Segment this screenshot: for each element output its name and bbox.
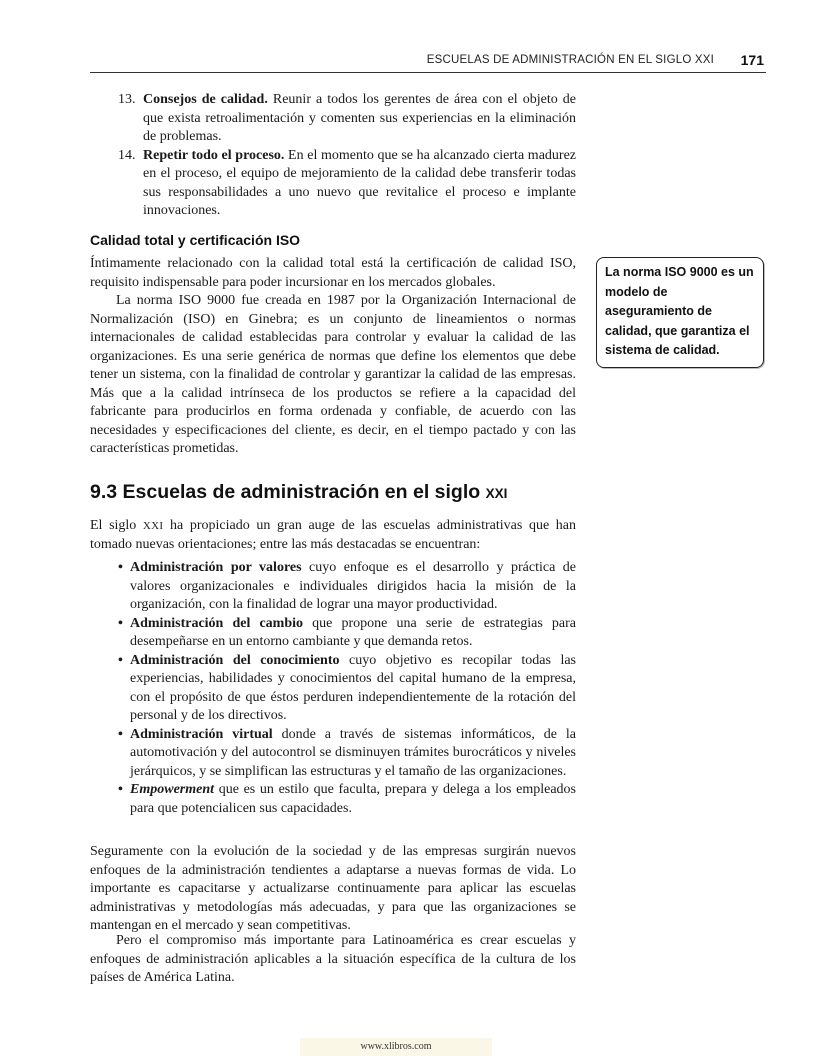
item-lead: Repetir todo el proceso. — [143, 147, 285, 163]
list-item — [118, 147, 576, 221]
margin-note: La norma ISO 9000 es un modelo de aseguramiento de calidad, que garantiza el sistema de calidad. — [596, 257, 764, 368]
item-text: En el momento que se ha alcanzado cierta madurez en el proceso, el equipo de mejoramiento de la calidad debe transferir todas sus responsabilidades a uno nuevo que revitalice el proceso e implante innovaciones. — [143, 147, 576, 218]
item-number: 13. — [118, 92, 136, 107]
subsection-title: Calidad total y certificación ISO — [90, 232, 301, 248]
numbered-list — [118, 91, 576, 221]
list-item — [118, 781, 576, 818]
item-text: cuyo enfoque es el desarrollo y práctica de valores organizacionales e individuales dirigidos hacia la misión de la organización, con la finalidad de lograr una mayor productividad. — [130, 560, 577, 612]
list-item — [118, 615, 576, 652]
item-text: Reunir a todos los gerentes de área con el objeto de que exista retroalimentación y comenten sus experiencias en la eliminación de problemas. — [143, 92, 576, 144]
bullet-icon: • — [118, 652, 123, 668]
list-item — [118, 726, 576, 782]
item-text: donde a través de sistemas informáticos, de la automotivación y del autocontrol se disminuyen trámites burocráticos y niveles jerárquicos, y se simplifican las estructuras y el tamaño de las organizaciones. — [130, 726, 576, 779]
paragraph-iso-9000: La norma ISO 9000 fue creada en 1987 por la Organización Internacional de Normalización (ISO) en Ginebra; es un conjunto de lineamientos o normas internacionales de calidad establecidas para controlar y evaluar la calidad de las organizaciones. Es una serie genérica de normas que define los elementos que debe tener un sistema, con la finalidad de controlar y garantizar la calidad de las empresas. Más que a la calidad intrínseca de los productos se refiere a la capacidad del fabricante para producirlos en forma ordenada y confiable, de acuerdo con las necesidades y especificaciones del cliente, es decir, en el tiempo pactado y con las características prometidas. — [90, 293, 576, 456]
bullet-icon: • — [118, 615, 123, 631]
item-lead: Administración por valores — [130, 560, 302, 575]
footer-url: www.xlibros.com — [300, 1038, 492, 1056]
page-number: 171 — [740, 52, 764, 68]
item-lead: Administración del conocimiento — [130, 652, 340, 668]
item-text: cuyo objetivo es recopilar todas las experiencias, habilidades y conocimientos del capital humano de la empresa, con el propósito de que éstos perduren independientemente de la rotación del personal y de los directivos. — [130, 652, 577, 723]
section-title: 9.3 Escuelas de administración en el siglo — [90, 481, 486, 503]
section-title-century: XXI — [485, 486, 508, 501]
item-lead: Empowerment — [130, 782, 215, 797]
item-text: que propone una serie de estrategias para desempeñarse en un entorno cambiante y que demanda retos. — [130, 615, 577, 649]
list-item — [118, 652, 576, 726]
item-lead: Consejos de calidad. — [143, 92, 268, 107]
list-item — [118, 559, 576, 615]
bullet-icon: • — [118, 782, 123, 797]
paragraph-closing-1: Seguramente con la evolución de la sociedad y de las empresas surgirán nuevos enfoques de la administración tendientes a adaptarse a nuevas formas de vida. Lo importante es capacitarse y actualizarse continuamente para aplicar las escuelas administrativas y metodologías más adecuadas, y para que las organizaciones se mantengan en el mercado y sean competitivas. — [90, 844, 576, 933]
item-lead: Administración del cambio — [130, 615, 304, 631]
bullet-icon: • — [118, 726, 123, 742]
item-lead: Administración virtual — [130, 726, 273, 742]
running-header — [90, 52, 766, 73]
section-heading — [90, 481, 507, 504]
paragraph-iso-intro: Íntimamente relacionado con la calidad total está la certificación de calidad ISO, requisito indispensable para poder incursionar en los mercados globales. — [90, 256, 576, 290]
item-text: que es un estilo que faculta, prepara y delega a los empleados para que potencialicen sus capacidades. — [130, 782, 576, 816]
paragraph-closing-2: Pero el compromiso más importante para Latinoamérica es crear escuelas y enfoques de administración aplicables a la situación específica de la cultura de los países de América Latina. — [90, 933, 576, 985]
running-title: ESCUELAS DE ADMINISTRACIÓN EN EL SIGLO XXI — [426, 54, 714, 66]
list-item — [118, 91, 576, 147]
bullet-list — [118, 559, 576, 818]
paragraph-section-intro: El siglo XXI ha propiciado un gran auge de las escuelas administrativas que han tomado nuevas orientaciones; entre las más destacadas se encuentran: — [90, 518, 576, 552]
bullet-icon: • — [118, 560, 123, 575]
item-number: 14. — [118, 147, 136, 163]
